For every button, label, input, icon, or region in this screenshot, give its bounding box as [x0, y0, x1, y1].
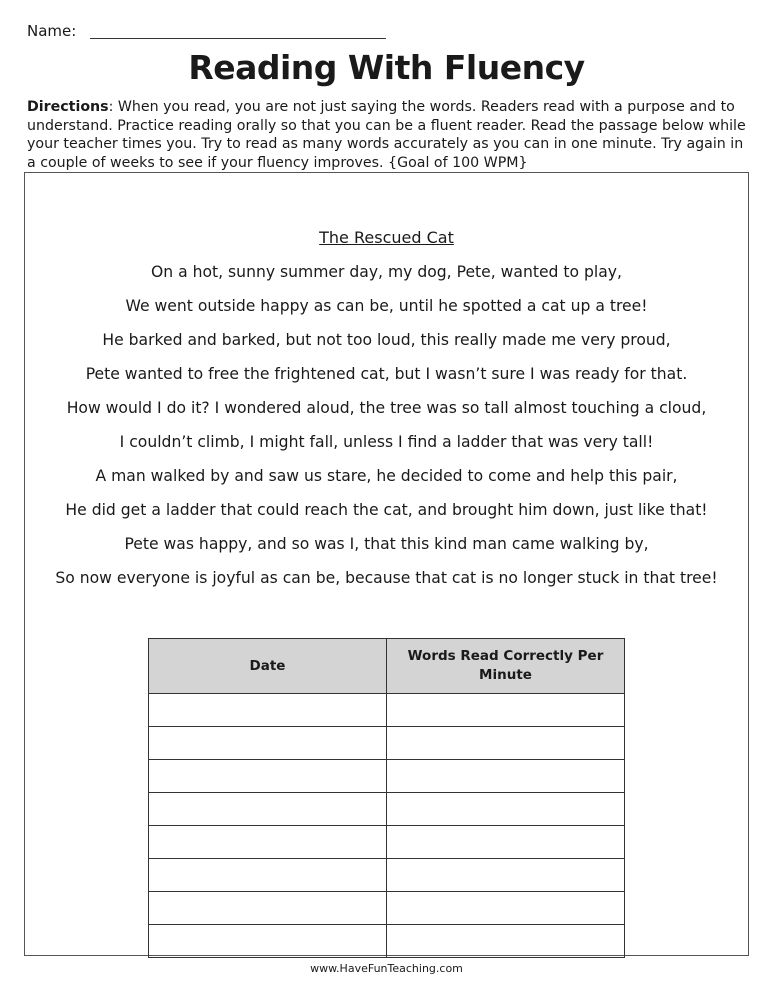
wpm-cell[interactable] — [387, 892, 625, 925]
passage-line: Pete wanted to free the frightened cat, but I wasn’t sure I was ready for that. — [85, 365, 688, 383]
passage-title: The Rescued Cat — [319, 228, 454, 247]
name-label: Name: — [27, 22, 77, 40]
date-cell[interactable] — [149, 760, 387, 793]
wpm-cell[interactable] — [387, 859, 625, 892]
table-row — [149, 859, 625, 892]
directions — [27, 98, 752, 172]
wpm-cell[interactable] — [387, 793, 625, 826]
table-row — [149, 760, 625, 793]
table-header-row — [149, 639, 625, 694]
passage-line: On a hot, sunny summer day, my dog, Pete, wanted to play, — [150, 263, 622, 281]
date-column-header: Date — [149, 639, 387, 694]
passage-line: We went outside happy as can be, until he spotted a cat up a tree! — [125, 297, 648, 315]
passage-line: So now everyone is joyful as can be, because that cat is no longer stuck in that tree! — [55, 569, 718, 587]
table-row — [149, 793, 625, 826]
passage-line: A man walked by and saw us stare, he decided to come and help this pair, — [95, 467, 678, 485]
table-row — [149, 727, 625, 760]
date-cell[interactable] — [149, 793, 387, 826]
table-row — [149, 826, 625, 859]
date-cell[interactable] — [149, 859, 387, 892]
wpm-cell[interactable] — [387, 727, 625, 760]
date-cell[interactable] — [149, 694, 387, 727]
date-cell[interactable] — [149, 826, 387, 859]
table-row — [149, 694, 625, 727]
directions-label: Directions — [27, 99, 109, 115]
passage-line: I couldn’t climb, I might fall, unless I find a ladder that was very tall! — [119, 433, 654, 451]
passage-line: He barked and barked, but not too loud, this really made me very proud, — [102, 331, 671, 349]
fluency-log-table — [148, 638, 625, 958]
date-cell[interactable] — [149, 892, 387, 925]
name-line[interactable] — [90, 38, 386, 39]
wpm-column-header: Words Read Correctly Per Minute — [387, 639, 625, 694]
passage-lines — [24, 259, 749, 599]
table-row — [149, 925, 625, 958]
wpm-cell[interactable] — [387, 694, 625, 727]
date-cell[interactable] — [149, 925, 387, 958]
directions-text: : When you read, you are not just saying the words. Readers read with a purpose and to understand. Practice reading orally so that you can be a fluent reader. Read the passage below while your teacher times you. Try to read as many words accurately as you can in one minute. Try again in a couple of weeks to see if your fluency improves. {Goal of 100 WPM} — [27, 99, 746, 171]
wpm-cell[interactable] — [387, 760, 625, 793]
passage-line: Pete was happy, and so was I, that this kind man came walking by, — [124, 535, 649, 553]
date-cell[interactable] — [149, 727, 387, 760]
wpm-cell[interactable] — [387, 925, 625, 958]
passage-line: How would I do it? I wondered aloud, the tree was so tall almost touching a cloud, — [66, 399, 707, 417]
page-title: Reading With Fluency — [188, 48, 585, 87]
table-row — [149, 892, 625, 925]
passage-line: He did get a ladder that could reach the cat, and brought him down, just like that! — [65, 501, 708, 519]
footer-url: www.HaveFunTeaching.com — [310, 962, 463, 975]
wpm-cell[interactable] — [387, 826, 625, 859]
